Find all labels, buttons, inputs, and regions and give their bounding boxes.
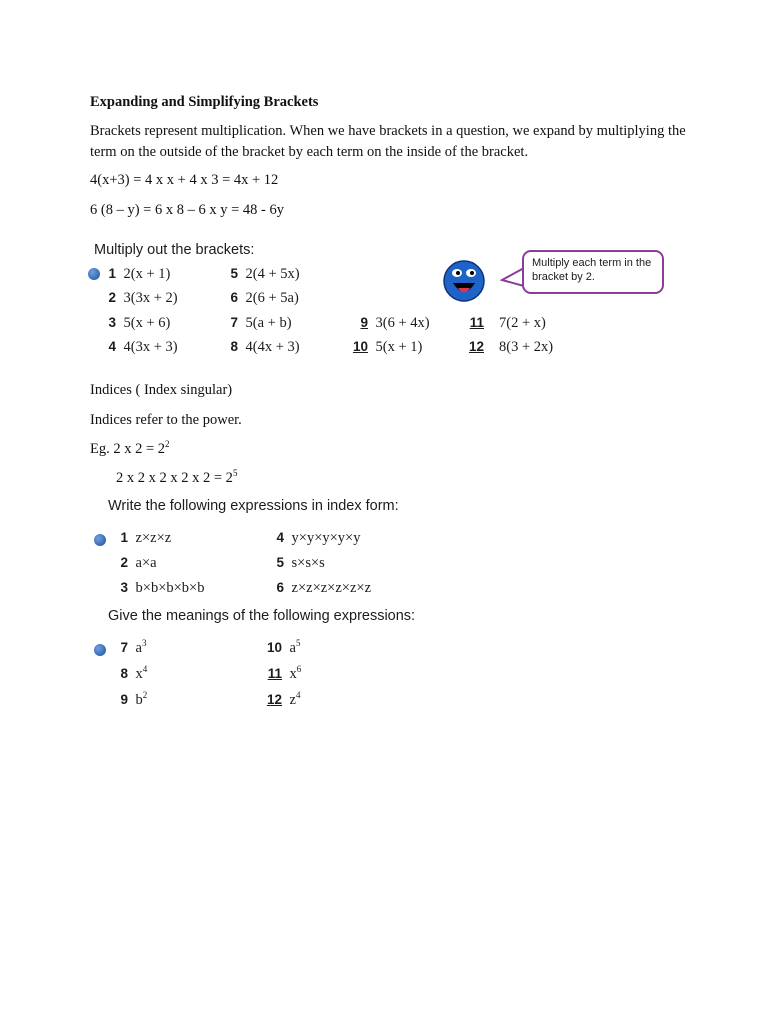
question-6: 6 z×z×z×z×z×z — [276, 580, 372, 596]
question-5: 5 s×s×s — [276, 555, 325, 571]
question-9: 9 3(6 + 4x) — [360, 315, 430, 331]
index-example-1: Eg. 2 x $2 = 2^2$ — [90, 439, 170, 457]
hint-bullet-icon — [94, 534, 106, 546]
index-form-heading: Write the following expressions in index form: — [108, 498, 399, 514]
question-2: 2 a×a — [120, 555, 157, 571]
worked-example-2: 6 (8 – y) = 6 x 8 – 6 x y = 48 - 6y — [90, 202, 284, 218]
indices-title: Indices ( Index singular) — [90, 382, 233, 398]
question-3: 3 b×b×b×b×b — [120, 580, 205, 596]
question-8: 8 4(4x + 3) — [230, 339, 300, 355]
brackets-exercise-block — [86, 238, 676, 368]
question-7: 7 $a^3$ — [120, 638, 147, 656]
index-example-2: 2 x 2 x 2 x 2 x $2 = 2^5$ — [116, 468, 238, 486]
question-12: 12 $z^4$ — [266, 690, 301, 708]
question-3: 3 5(x + 6) — [108, 315, 171, 331]
question-5: 5 2(4 + 5x) — [230, 266, 300, 282]
question-1: 1 2(x + 1) — [108, 266, 171, 282]
question-4: 4 4(3x + 3) — [108, 339, 178, 355]
question-4: 4 y×y×y×y×y — [276, 530, 361, 546]
index-exercise-block — [86, 494, 506, 714]
question-6: 6 2(6 + 5a) — [230, 290, 299, 306]
question-12: 12 8(3 + 2x) — [468, 339, 554, 355]
question-7: 7 5(a + b) — [230, 315, 292, 331]
blue-smiley-face-icon — [442, 258, 486, 302]
question-11: 11 7(2 + x) — [469, 315, 546, 331]
brackets-exercise-heading: Multiply out the brackets: — [94, 242, 255, 258]
question-2: 2 3(3x + 2) — [108, 290, 178, 306]
worked-example-1: 4(x+3) = 4 x x + 4 x 3 = 4x + 12 — [90, 172, 279, 188]
indices-definition: Indices refer to the power. — [90, 412, 242, 428]
hint-callout: Multiply each term in the bracket by 2. — [522, 250, 664, 294]
question-10: 10 5(x + 1) — [352, 339, 423, 355]
question-8: 8 $x^4$ — [120, 664, 148, 682]
question-11: 11 $x^6$ — [267, 664, 302, 682]
hint-bullet-icon — [88, 268, 100, 280]
question-10: 10 $a^5$ — [266, 638, 301, 656]
meanings-heading: Give the meanings of the following expressions: — [108, 608, 416, 624]
hint-bullet-icon — [94, 644, 106, 656]
question-1: 1 z×z×z — [120, 530, 172, 546]
page-title: Expanding and Simplifying Brackets — [90, 94, 319, 110]
question-9: 9 $b^2$ — [120, 690, 148, 708]
intro-paragraph: Brackets represent multiplication. When we have brackets in a question, we expand by multiplying the term on the outside of the bracket by each term on the inside of the bracket. — [90, 123, 686, 160]
